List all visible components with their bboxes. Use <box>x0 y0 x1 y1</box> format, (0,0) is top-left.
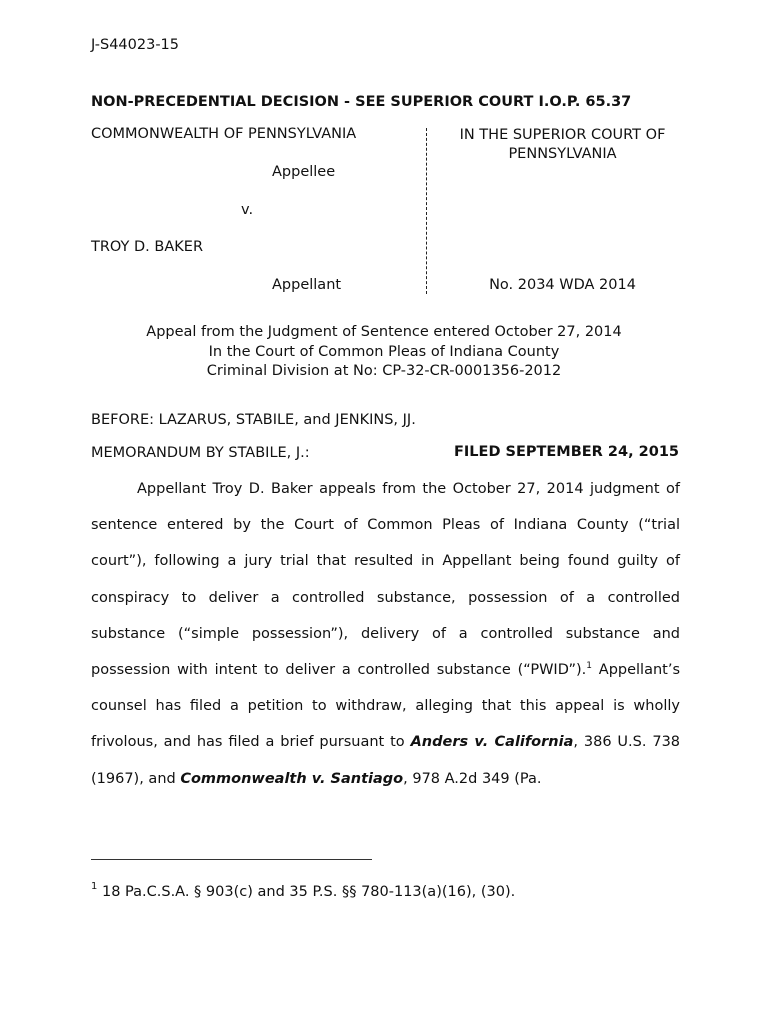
panel-judges: BEFORE: LAZARUS, STABILE, and JENKINS, JJ. <box>91 412 416 428</box>
court-name: IN THE SUPERIOR COURT OF PENNSYLVANIA <box>459 127 666 162</box>
appeal-line-2: In the Court of Common Pleas of Indiana County <box>208 343 560 360</box>
plaintiff-role: Appellee <box>272 164 336 180</box>
case-citation-santiago: Commonwealth v. Santiago <box>180 770 404 787</box>
opinion-body <box>91 471 680 797</box>
footnote-marker: 1 <box>91 881 98 892</box>
appeal-line-3: Criminal Division at No: CP-32-CR-0001356-2012 <box>206 363 562 379</box>
footnote-ref[interactable]: 1 <box>586 661 592 672</box>
plaintiff-name: COMMONWEALTH OF PENNSYLVANIA <box>91 126 357 142</box>
defendant-name: TROY D. BAKER <box>91 239 204 255</box>
decision-heading: NON-PRECEDENTIAL DECISION - SEE SUPERIOR COURT I.O.P. 65.37 <box>91 94 632 110</box>
appeal-line-1: Appeal from the Judgment of Sentence entered October 27, 2014 <box>146 324 622 340</box>
footnote <box>91 881 516 900</box>
docket-id: J-S44023-15 <box>91 37 180 53</box>
defendant-role: Appellant <box>272 277 342 293</box>
body-paragraph <box>91 471 680 797</box>
filed-date: FILED SEPTEMBER 24, 2015 <box>454 444 679 460</box>
versus: v. <box>241 202 254 218</box>
paragraph-2-text-b: , 386 U.S. 738 (1967), and <box>91 734 681 787</box>
caption-parties <box>91 126 391 296</box>
appeal-info <box>91 323 677 382</box>
paragraph-2-text-a: Appellant’s counsel has filed a petition to withdraw, alleging that this appeal is wholly frivolous, and has filed a brief pursuant to <box>91 662 681 751</box>
memorandum-author: MEMORANDUM BY STABILE, J.: <box>91 445 310 461</box>
paragraph-2-text-c: , 978 A.2d 349 (Pa. <box>403 770 542 787</box>
case-citation-anders: Anders v. California <box>410 734 574 751</box>
paragraph-1-text: Appellant Troy D. Baker appeals from the October 27, 2014 judgment of sentence entered by the Court of Common Pleas of Indiana County (“trial court”), following a jury trial that resulted in Appellant being found guilty of conspiracy to deliver a controlled substance, possession of a controlled substance (“simple possession”), delivery of a controlled substance and possession with intent to deliver a controlled substance (“PWID”). <box>91 481 680 679</box>
caption-divider <box>426 128 427 294</box>
footnote-separator <box>91 859 372 860</box>
docket-number: No. 2034 WDA 2014 <box>489 277 636 293</box>
footnote-text: 18 Pa.C.S.A. § 903(c) and 35 P.S. §§ 780-113(a)(16), (30). <box>101 884 516 900</box>
